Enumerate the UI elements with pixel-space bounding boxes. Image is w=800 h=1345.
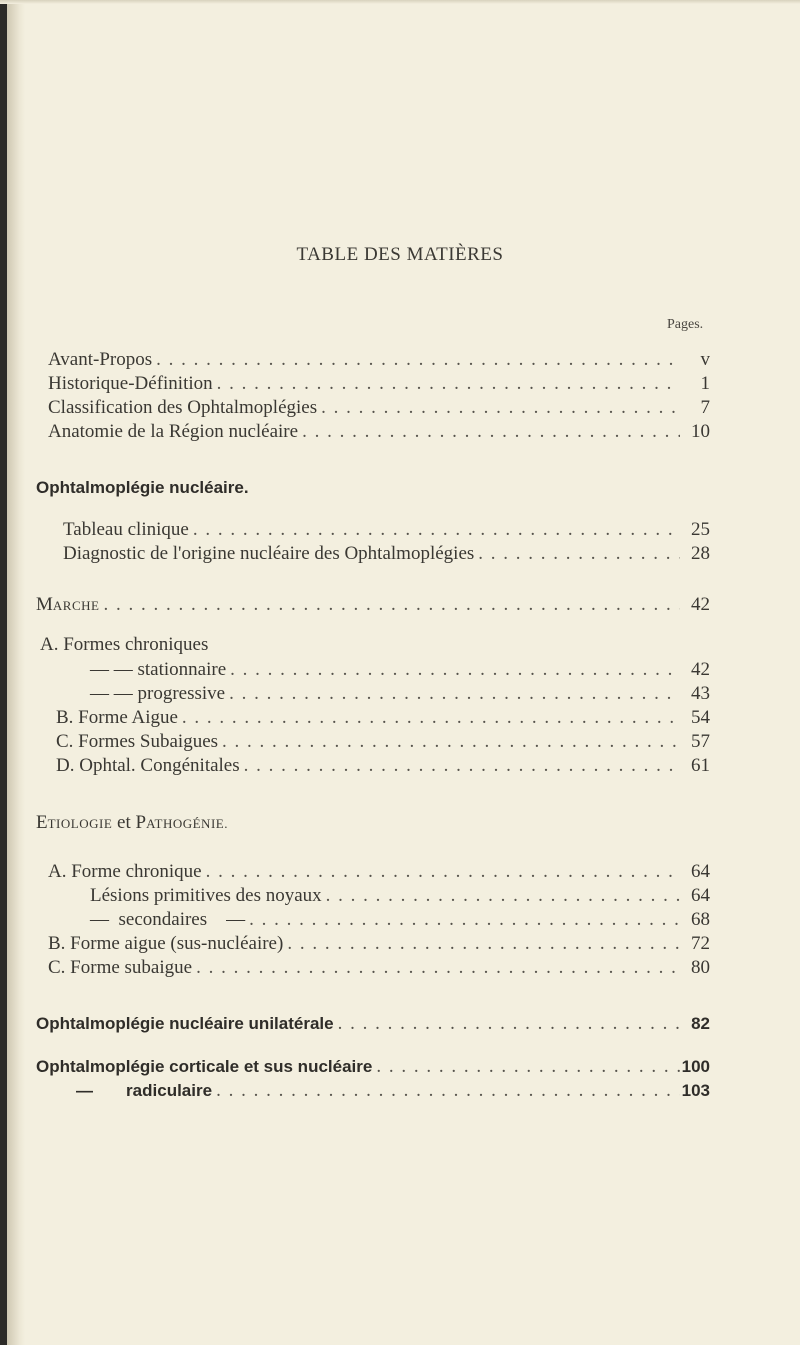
toc-entry-congenitales [56,754,710,778]
leader-dots [222,730,680,754]
page-gutter-shadow [7,0,25,1345]
toc-entry-page: 72 [691,933,710,954]
leader-dots [287,932,680,956]
toc-entry-label: C. Forme subaigue [48,957,193,978]
toc-entry-label: B. Forme Aigue [56,707,178,728]
heading-initial: M [36,594,53,615]
toc-entry-page: v [700,349,710,370]
leader-dots [338,1012,680,1036]
toc-entry-label: Historique-Définition [48,373,213,394]
toc-entry-marche [36,593,710,617]
toc-entry-diagnostic [63,542,710,566]
leader-dots [302,420,680,444]
page-title: TABLE DES MATIÈRES [296,244,504,265]
toc-entry-forme-aigue [56,706,710,730]
toc-entry-page: 82 [691,1014,710,1033]
toc-entry-page: 10 [691,421,710,442]
heading-initial: E [36,812,48,833]
heading-rest: ATHOGÉNIE. [146,816,228,831]
leader-dots [478,542,680,566]
toc-entry-label: Ophtalmoplégie corticale et sus nucléaire [36,1057,373,1076]
leader-dots [376,1055,680,1079]
section-heading-marche [36,593,103,618]
leader-dots [230,658,680,682]
leader-dots [249,908,680,932]
toc-entry-page: 61 [691,755,710,776]
toc-entry-label: Classification des Ophtalmoplégies [48,397,318,418]
toc-entry-page: 7 [700,397,710,418]
leader-dots [244,754,680,778]
toc-entry-page: 54 [691,707,710,728]
toc-entry-anatomie [48,420,710,444]
heading-rest: TIOLOGIE [47,816,113,831]
leader-dots [196,956,680,980]
leader-dots [217,372,680,396]
toc-entry-label: Lésions primitives des noyaux [90,885,322,906]
toc-entry-label: D. Ophtal. Congénitales [56,755,240,776]
heading-connector: et [112,812,136,833]
leader-dots [182,706,680,730]
toc-entry-stationnaire [90,658,710,682]
toc-entry-page: 64 [691,861,710,882]
toc-entry-label: B. Forme aigue (sus-nucléaire) [48,933,284,954]
leader-dots [206,860,680,884]
toc-entry-corticale [36,1055,710,1079]
book-spine-edge [0,0,7,1345]
toc-entry-page: 25 [691,519,710,540]
toc-entry-page: 42 [691,659,710,680]
pages-column-label: Pages. [667,317,704,332]
heading-initial: P [135,812,147,833]
toc-entry-label: Ophtalmoplégie nucléaire unilatérale [36,1014,334,1033]
toc-entry-historique [48,372,710,396]
toc-entry-tableau-clinique [63,518,710,542]
toc-entry-lesions-primitives [90,884,710,908]
toc-entry-page: 80 [691,957,710,978]
toc-entry-progressive [90,682,710,706]
toc-entry-label: Avant-Propos [48,349,153,370]
toc-entry-formes-subaigues [56,730,710,754]
toc-entry-page: 64 [691,885,710,906]
section-heading-ophtalmoplegie-nucleaire: Ophtalmoplégie nucléaire. [36,478,249,497]
toc-entry-page: 100 [681,1057,710,1076]
leader-dots [321,396,680,420]
toc-entry-page: 103 [681,1081,710,1100]
toc-entry-page: 1 [700,373,710,394]
toc-entry-label: — — stationnaire [90,659,227,680]
leader-dots [103,593,680,617]
page-top-edge [0,0,800,4]
toc-entry-label: — secondaires — [90,909,246,930]
toc-entry-label: — radiculaire [76,1081,213,1100]
leader-dots [326,884,680,908]
toc-entry-page: 57 [691,731,710,752]
toc-entry-forme-aigue-sus-nucleaire [48,932,710,956]
toc-entry-label: A. Forme chronique [48,861,202,882]
toc-entry-unilaterale [36,1012,710,1036]
toc-entry-page: 68 [691,909,710,930]
toc-entry-label: Anatomie de la Région nucléaire [48,421,299,442]
toc-entry-secondaires [90,908,710,932]
toc-entry-avant-propos [48,348,710,372]
leader-dots [193,518,680,542]
leader-dots [229,682,680,706]
toc-entry-radiculaire [76,1079,710,1103]
toc-entry-forme-chronique [48,860,710,884]
toc-entry-page: 43 [691,683,710,704]
section-heading-etiologie [36,812,228,834]
toc-entry-page: 42 [691,594,710,615]
toc-entry-forme-subaigue [48,956,710,980]
toc-entry-label: C. Formes Subaigues [56,731,219,752]
toc-entry-label: — — progressive [90,683,226,704]
toc-entry-label: Tableau clinique [63,519,189,540]
toc-entry-label: Diagnostic de l'origine nucléaire des Ophtalmoplégies [63,543,475,564]
subheading-formes-chroniques: A. Formes chroniques [40,634,209,655]
heading-rest: ARCHE [52,598,100,613]
leader-dots [156,348,680,372]
toc-entry-page: 28 [691,543,710,564]
toc-entry-classification [48,396,710,420]
leader-dots [216,1079,680,1103]
